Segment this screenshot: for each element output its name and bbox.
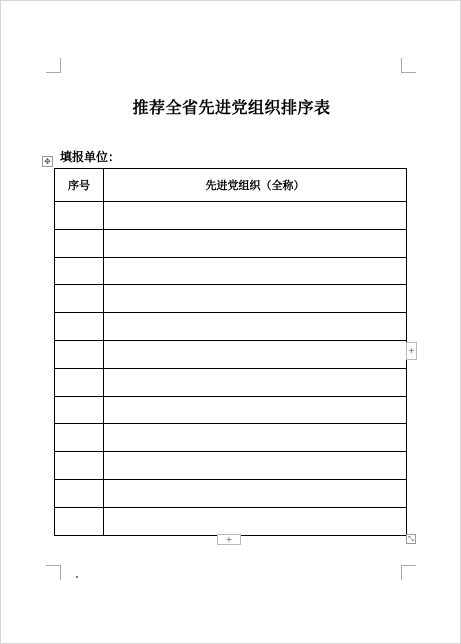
header-serial-number: 序号: [55, 169, 104, 202]
serial-number-cell[interactable]: [55, 285, 104, 313]
move-icon[interactable]: ✥: [42, 156, 53, 167]
table-row: [55, 285, 407, 313]
serial-number-cell[interactable]: [55, 507, 104, 535]
organization-name-cell[interactable]: [104, 340, 407, 368]
table-row: [55, 229, 407, 257]
crop-mark-bottom-left: [46, 565, 61, 580]
table-row: [55, 257, 407, 285]
table-row: [55, 340, 407, 368]
organization-name-cell[interactable]: [104, 257, 407, 285]
serial-number-cell[interactable]: [55, 229, 104, 257]
organization-name-cell[interactable]: [104, 368, 407, 396]
organization-name-cell[interactable]: [104, 313, 407, 341]
fill-unit-label: 填报单位：: [60, 150, 121, 164]
table-row: [55, 479, 407, 507]
serial-number-cell[interactable]: [55, 313, 104, 341]
crop-mark-top-left: [46, 58, 61, 73]
serial-number-cell[interactable]: [55, 396, 104, 424]
crop-mark-bottom-right: [401, 565, 416, 580]
paragraph-mark: [76, 576, 78, 578]
table-row: [55, 396, 407, 424]
table-row: [55, 507, 407, 535]
document-title: 推荐全省先进党组织排序表: [132, 98, 331, 117]
table-row: [55, 368, 407, 396]
table-row: [55, 202, 407, 230]
table-row: [55, 313, 407, 341]
organization-name-cell[interactable]: [104, 479, 407, 507]
plus-icon[interactable]: +: [406, 342, 417, 360]
organization-name-cell[interactable]: [104, 285, 407, 313]
serial-number-cell[interactable]: [55, 202, 104, 230]
organization-name-cell[interactable]: [104, 424, 407, 452]
plus-icon[interactable]: +: [217, 534, 241, 545]
table-row: [55, 452, 407, 480]
ranking-table: [54, 168, 407, 536]
serial-number-cell[interactable]: [55, 452, 104, 480]
organization-name-cell[interactable]: [104, 452, 407, 480]
serial-number-cell[interactable]: [55, 368, 104, 396]
header-organization-name: 先进党组织（全称）: [104, 169, 407, 202]
crop-mark-top-right: [401, 58, 416, 73]
serial-number-cell[interactable]: [55, 257, 104, 285]
organization-name-cell[interactable]: [104, 396, 407, 424]
serial-number-cell[interactable]: [55, 479, 104, 507]
organization-name-cell[interactable]: [104, 202, 407, 230]
resize-icon[interactable]: ⤡: [406, 534, 416, 544]
table-row: [55, 424, 407, 452]
organization-name-cell[interactable]: [104, 507, 407, 535]
serial-number-cell[interactable]: [55, 340, 104, 368]
organization-name-cell[interactable]: [104, 229, 407, 257]
serial-number-cell[interactable]: [55, 424, 104, 452]
table-header-row: [55, 169, 407, 202]
